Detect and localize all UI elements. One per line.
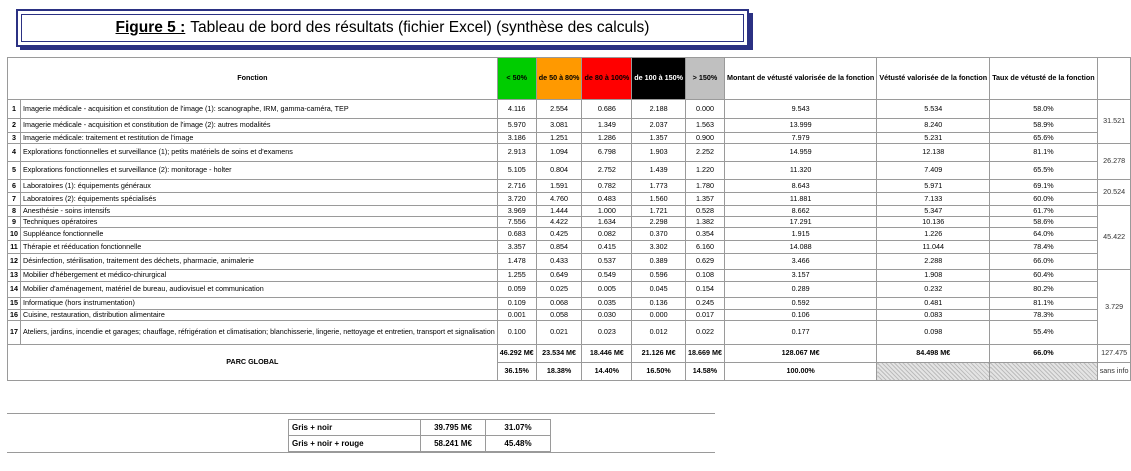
value-cell: 0.100 <box>497 321 536 345</box>
summary-pct: 45.48% <box>486 436 551 452</box>
value-cell: 0.370 <box>632 228 686 241</box>
function-name: Laboratoires (1): équipements généraux <box>21 180 498 193</box>
header-montant: Montant de vétusté valorisée de la fonction <box>724 58 876 100</box>
figure-label: Figure 5 : <box>115 19 186 36</box>
value-cell: 0.415 <box>582 241 632 254</box>
side-total: 3.729 <box>1097 270 1131 345</box>
value-cell: 0.136 <box>632 298 686 310</box>
value-cell: 10.136 <box>877 217 990 228</box>
header-80-100: de 80 à 100% <box>582 58 632 100</box>
parc-percent: 14.58% <box>685 363 724 381</box>
table-row <box>8 228 1131 241</box>
row-number: 13 <box>8 270 21 282</box>
table-row <box>8 310 1131 321</box>
figure-caption: Tableau de bord des résultats (fichier Excel) (synthèse des calculs) <box>190 19 650 36</box>
value-cell: 0.481 <box>877 298 990 310</box>
value-cell: 5.970 <box>497 119 536 133</box>
function-name: Techniques opératoires <box>21 217 498 228</box>
header-50-80: de 50 à 80% <box>536 58 582 100</box>
value-cell: 0.389 <box>632 254 686 270</box>
value-cell: 1.560 <box>632 193 686 206</box>
title-shadow-side <box>749 13 753 48</box>
value-cell: 0.433 <box>536 254 582 270</box>
table-body <box>8 100 1131 345</box>
value-cell: 0.596 <box>632 270 686 282</box>
parc-value: 84.498 M€ <box>877 345 990 363</box>
value-cell: 3.466 <box>724 254 876 270</box>
value-cell: 5.105 <box>497 162 536 180</box>
function-name: Ateliers, jardins, incendie et garages; chauffage, réfrigération et climatisation; blanchisserie, lingerie, nettoyage et entretien, transport et signalisation <box>21 321 498 345</box>
value-cell: 58.0% <box>990 100 1098 119</box>
value-cell: 3.357 <box>497 241 536 254</box>
value-cell: 1.903 <box>632 144 686 162</box>
value-cell: 0.782 <box>582 180 632 193</box>
value-cell: 60.4% <box>990 270 1098 282</box>
value-cell: 9.543 <box>724 100 876 119</box>
side-total: 45.422 <box>1097 206 1131 270</box>
value-cell: 5.534 <box>877 100 990 119</box>
value-cell: 8.643 <box>724 180 876 193</box>
value-cell: 11.320 <box>724 162 876 180</box>
summary-amount: 58.241 M€ <box>421 436 486 452</box>
value-cell: 1.478 <box>497 254 536 270</box>
value-cell: 2.288 <box>877 254 990 270</box>
value-cell: 69.1% <box>990 180 1098 193</box>
value-cell: 1.773 <box>632 180 686 193</box>
value-cell: 1.591 <box>536 180 582 193</box>
value-cell: 78.3% <box>990 310 1098 321</box>
side-total: 31.521 <box>1097 100 1131 144</box>
grid-line <box>7 452 715 453</box>
value-cell: 0.900 <box>685 133 724 144</box>
parc-value: 66.0% <box>990 345 1098 363</box>
value-cell: 8.240 <box>877 119 990 133</box>
value-cell: 1.094 <box>536 144 582 162</box>
parc-value: 23.534 M€ <box>536 345 582 363</box>
results-table <box>7 57 1131 381</box>
summary-amount: 39.795 M€ <box>421 420 486 436</box>
value-cell: 0.592 <box>724 298 876 310</box>
table-row <box>8 282 1131 298</box>
value-cell: 1.382 <box>685 217 724 228</box>
value-cell: 1.634 <box>582 217 632 228</box>
parc-percent: 16.50% <box>632 363 686 381</box>
value-cell: 0.537 <box>582 254 632 270</box>
summary-table <box>288 419 551 452</box>
value-cell: 0.025 <box>536 282 582 298</box>
value-cell: 0.854 <box>536 241 582 254</box>
value-cell: 0.058 <box>536 310 582 321</box>
value-cell: 78.4% <box>990 241 1098 254</box>
function-name: Cuisine, restauration, distribution alimentaire <box>21 310 498 321</box>
table-row <box>8 193 1131 206</box>
row-number: 14 <box>8 282 21 298</box>
summary-row <box>289 436 551 452</box>
value-cell: 0.177 <box>724 321 876 345</box>
value-cell: 65.6% <box>990 133 1098 144</box>
table-row <box>8 217 1131 228</box>
value-cell: 0.000 <box>685 100 724 119</box>
summary-pct: 31.07% <box>486 420 551 436</box>
value-cell: 3.081 <box>536 119 582 133</box>
row-number: 8 <box>8 206 21 217</box>
parc-value: 18.446 M€ <box>582 345 632 363</box>
value-cell: 7.556 <box>497 217 536 228</box>
value-cell: 1.226 <box>877 228 990 241</box>
value-cell: 7.979 <box>724 133 876 144</box>
header-fonction: Fonction <box>8 58 498 100</box>
value-cell: 2.554 <box>536 100 582 119</box>
function-name: Imagerie médicale - acquisition et constitution de l'image (1): scanographe, IRM, gamma-caméra, TEP <box>21 100 498 119</box>
function-name: Mobilier d'aménagement, matériel de bureau, audiovisuel et communication <box>21 282 498 298</box>
value-cell: 2.037 <box>632 119 686 133</box>
parc-percent: 100.00% <box>724 363 876 381</box>
summary-row <box>289 420 551 436</box>
parc-global-label: PARC GLOBAL <box>8 345 498 381</box>
value-cell: 3.186 <box>497 133 536 144</box>
function-name: Imagerie médicale - acquisition et constitution de l'image (2): autres modalités <box>21 119 498 133</box>
parc-value: 46.292 M€ <box>497 345 536 363</box>
value-cell: 5.347 <box>877 206 990 217</box>
value-cell: 1.721 <box>632 206 686 217</box>
table-row <box>8 119 1131 133</box>
table-row <box>8 241 1131 254</box>
value-cell: 12.138 <box>877 144 990 162</box>
value-cell: 0.059 <box>497 282 536 298</box>
value-cell: 7.409 <box>877 162 990 180</box>
row-number: 9 <box>8 217 21 228</box>
hatched-cell <box>877 363 990 381</box>
row-number: 7 <box>8 193 21 206</box>
value-cell: 0.030 <box>582 310 632 321</box>
value-cell: 0.005 <box>582 282 632 298</box>
value-cell: 5.231 <box>877 133 990 144</box>
value-cell: 0.098 <box>877 321 990 345</box>
side-total: 26.278 <box>1097 144 1131 180</box>
table-row <box>8 206 1131 217</box>
table-row <box>8 270 1131 282</box>
parc-percent: 14.40% <box>582 363 632 381</box>
value-cell: 0.289 <box>724 282 876 298</box>
value-cell: 0.686 <box>582 100 632 119</box>
value-cell: 3.157 <box>724 270 876 282</box>
value-cell: 0.649 <box>536 270 582 282</box>
value-cell: 0.425 <box>536 228 582 241</box>
value-cell: 1.357 <box>685 193 724 206</box>
function-name: Imagerie médicale: traitement et restitution de l'image <box>21 133 498 144</box>
value-cell: 3.969 <box>497 206 536 217</box>
value-cell: 8.662 <box>724 206 876 217</box>
value-cell: 0.629 <box>685 254 724 270</box>
table-row <box>8 298 1131 310</box>
row-number: 17 <box>8 321 21 345</box>
value-cell: 0.108 <box>685 270 724 282</box>
value-cell: 0.109 <box>497 298 536 310</box>
value-cell: 64.0% <box>990 228 1098 241</box>
summary-label: Gris + noir + rouge <box>289 436 421 452</box>
table-row <box>8 254 1131 270</box>
value-cell: 0.232 <box>877 282 990 298</box>
parc-percent: 18.38% <box>536 363 582 381</box>
header-100-150: de 100 à 150% <box>632 58 686 100</box>
value-cell: 1.357 <box>632 133 686 144</box>
value-cell: 0.106 <box>724 310 876 321</box>
value-cell: 1.251 <box>536 133 582 144</box>
value-cell: 14.088 <box>724 241 876 254</box>
value-cell: 65.5% <box>990 162 1098 180</box>
header-gt150: > 150% <box>685 58 724 100</box>
value-cell: 2.298 <box>632 217 686 228</box>
row-number: 11 <box>8 241 21 254</box>
value-cell: 1.220 <box>685 162 724 180</box>
value-cell: 2.252 <box>685 144 724 162</box>
figure-title-box <box>16 9 749 47</box>
value-cell: 1.915 <box>724 228 876 241</box>
value-cell: 0.683 <box>497 228 536 241</box>
value-cell: 2.913 <box>497 144 536 162</box>
header-lt50: < 50% <box>497 58 536 100</box>
value-cell: 11.044 <box>877 241 990 254</box>
value-cell: 0.021 <box>536 321 582 345</box>
sans-info-label: sans info <box>1097 363 1131 381</box>
value-cell: 2.716 <box>497 180 536 193</box>
function-name: Désinfection, stérilisation, traitement des déchets, pharmacie, animalerie <box>21 254 498 270</box>
value-cell: 0.000 <box>632 310 686 321</box>
value-cell: 6.160 <box>685 241 724 254</box>
side-total-global: 127.475 <box>1097 345 1131 363</box>
value-cell: 58.9% <box>990 119 1098 133</box>
function-name: Laboratoires (2): équipements spécialisés <box>21 193 498 206</box>
value-cell: 11.881 <box>724 193 876 206</box>
value-cell: 3.720 <box>497 193 536 206</box>
cropped-header-text <box>0 0 760 8</box>
value-cell: 0.035 <box>582 298 632 310</box>
value-cell: 1.563 <box>685 119 724 133</box>
function-name: Informatique (hors instrumentation) <box>21 298 498 310</box>
value-cell: 14.959 <box>724 144 876 162</box>
parc-global-row <box>8 345 1131 363</box>
value-cell: 0.245 <box>685 298 724 310</box>
parc-value: 128.067 M€ <box>724 345 876 363</box>
side-total: 20.524 <box>1097 180 1131 206</box>
row-number: 15 <box>8 298 21 310</box>
table-row <box>8 180 1131 193</box>
value-cell: 0.023 <box>582 321 632 345</box>
value-cell: 2.752 <box>582 162 632 180</box>
value-cell: 0.804 <box>536 162 582 180</box>
hatched-cell <box>990 363 1098 381</box>
value-cell: 81.1% <box>990 298 1098 310</box>
table-row <box>8 162 1131 180</box>
value-cell: 58.6% <box>990 217 1098 228</box>
value-cell: 17.291 <box>724 217 876 228</box>
table-row <box>8 321 1131 345</box>
value-cell: 4.422 <box>536 217 582 228</box>
value-cell: 0.528 <box>685 206 724 217</box>
parc-value: 18.669 M€ <box>685 345 724 363</box>
value-cell: 0.354 <box>685 228 724 241</box>
value-cell: 0.082 <box>582 228 632 241</box>
value-cell: 0.012 <box>632 321 686 345</box>
value-cell: 0.154 <box>685 282 724 298</box>
value-cell: 1.000 <box>582 206 632 217</box>
value-cell: 1.255 <box>497 270 536 282</box>
value-cell: 3.302 <box>632 241 686 254</box>
parc-percent: 36.15% <box>497 363 536 381</box>
function-name: Mobilier d'hébergement et médico-chirurgical <box>21 270 498 282</box>
value-cell: 0.017 <box>685 310 724 321</box>
value-cell: 66.0% <box>990 254 1098 270</box>
table-row <box>8 144 1131 162</box>
value-cell: 0.022 <box>685 321 724 345</box>
value-cell: 60.0% <box>990 193 1098 206</box>
value-cell: 61.7% <box>990 206 1098 217</box>
value-cell: 55.4% <box>990 321 1098 345</box>
function-name: Thérapie et rééducation fonctionnelle <box>21 241 498 254</box>
value-cell: 4.116 <box>497 100 536 119</box>
row-number: 5 <box>8 162 21 180</box>
header-vetuste: Vétusté valorisée de la fonction <box>877 58 990 100</box>
table-row <box>8 133 1131 144</box>
row-number: 2 <box>8 119 21 133</box>
value-cell: 4.760 <box>536 193 582 206</box>
value-cell: 6.798 <box>582 144 632 162</box>
row-number: 4 <box>8 144 21 162</box>
row-number: 3 <box>8 133 21 144</box>
value-cell: 0.068 <box>536 298 582 310</box>
value-cell: 13.999 <box>724 119 876 133</box>
grid-line <box>7 413 715 414</box>
value-cell: 1.444 <box>536 206 582 217</box>
value-cell: 1.286 <box>582 133 632 144</box>
value-cell: 0.001 <box>497 310 536 321</box>
value-cell: 1.908 <box>877 270 990 282</box>
value-cell: 2.188 <box>632 100 686 119</box>
summary-label: Gris + noir <box>289 420 421 436</box>
value-cell: 1.349 <box>582 119 632 133</box>
row-number: 6 <box>8 180 21 193</box>
value-cell: 0.083 <box>877 310 990 321</box>
value-cell: 1.780 <box>685 180 724 193</box>
value-cell: 81.1% <box>990 144 1098 162</box>
value-cell: 7.133 <box>877 193 990 206</box>
function-name: Anesthésie - soins intensifs <box>21 206 498 217</box>
table-row <box>8 100 1131 119</box>
header-row <box>8 58 1131 100</box>
value-cell: 0.483 <box>582 193 632 206</box>
function-name: Explorations fonctionnelles et surveillance (1); petits matériels de soins et d'examens <box>21 144 498 162</box>
function-name: Suppléance fonctionnelle <box>21 228 498 241</box>
row-number: 10 <box>8 228 21 241</box>
value-cell: 0.045 <box>632 282 686 298</box>
function-name: Explorations fonctionnelles et surveillance (2): monitorage - holter <box>21 162 498 180</box>
value-cell: 1.439 <box>632 162 686 180</box>
row-number: 1 <box>8 100 21 119</box>
row-number: 16 <box>8 310 21 321</box>
value-cell: 5.971 <box>877 180 990 193</box>
row-number: 12 <box>8 254 21 270</box>
value-cell: 0.549 <box>582 270 632 282</box>
header-taux: Taux de vétusté de la fonction <box>990 58 1098 100</box>
parc-value: 21.126 M€ <box>632 345 686 363</box>
value-cell: 80.2% <box>990 282 1098 298</box>
